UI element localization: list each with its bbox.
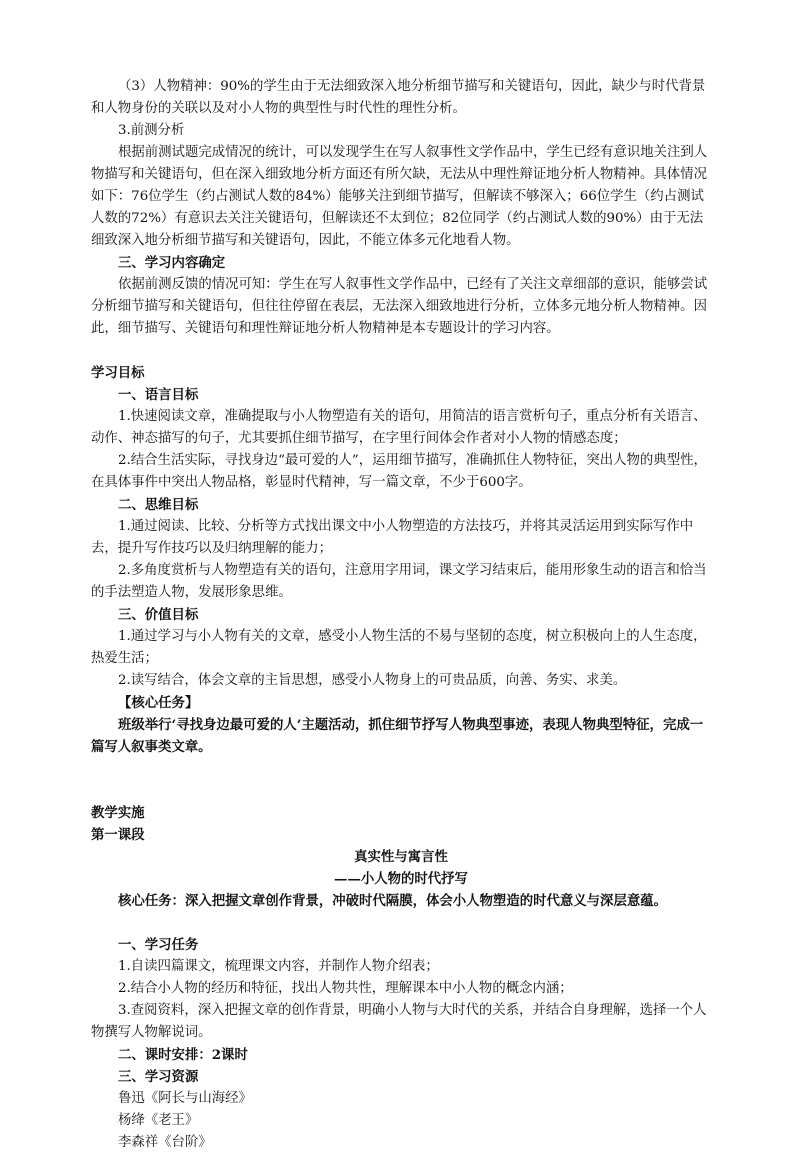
section-heading: 三、学习内容确定 xyxy=(118,255,226,271)
section-heading: 二、思维目标 xyxy=(118,497,199,513)
paragraph: 杨绛《老王》 xyxy=(118,1113,199,1128)
paragraph: 1.通过阅读、比较、分析等方式找出课文中小人物塑造的方法技巧，并将其灵活运用到实际写作中去，提升写作技巧以及归纳理解的能力； xyxy=(91,519,694,556)
paragraph: 1.通过学习与小人物有关的文章，感受小人物生活的不易与坚韧的态度，树立积极向上的人生态度，热爱生活； xyxy=(91,629,707,666)
section-heading: 核心任务：深入把握文章创作背景，冲破时代隔膜，体会小人物塑造的时代意义与深层意蕴。 xyxy=(118,893,668,909)
section-heading: 【核心任务】 xyxy=(118,695,199,711)
section-heading: 教学实施 xyxy=(91,805,145,821)
paragraph: 3.查阅资料，深入把握文章的创作背景，明确小人物与大时代的关系，并结合自身理解，选择一个人物撰写人物解说词。 xyxy=(91,1003,707,1040)
section-heading: 班级举行‘寻找身边最可爱的人’主题活动，抓住细节抒写人物典型事迹，表现人物典型特征，完成一篇写人叙事类文章。 xyxy=(91,717,704,755)
paragraph: （3）人物精神：90%的学生由于无法细致深入地分析细节描写和关键语句，因此，缺少与时代背景和人物身份的关联以及对小人物的典型性与时代性的理性分析。 xyxy=(91,79,706,116)
section-heading: 三、价值目标 xyxy=(118,607,199,623)
blank-line xyxy=(91,340,711,362)
section-heading: 三、学习资源 xyxy=(118,1069,199,1085)
paragraph: 2.多角度赏析与人物塑造有关的语句，注意用字用词，课文学习结束后，能用形象生动的语言和恰当的手法塑造人物，发展形象思维。 xyxy=(91,563,707,600)
blank-line xyxy=(91,912,711,934)
paragraph: 依据前测反馈的情况可知：学生在写人叙事性文学作品中，已经有了关注文章细部的意识，能够尝试分析细节描写和关键语句，但往往停留在表层，无法深入细致地进行分析，立体多元地分析人物精神。因此，细节描写、关键语句和理性辩证地分析人物精神是本专题设计的学习内容。 xyxy=(91,277,708,336)
section-heading: ——小人物的时代抒写 xyxy=(334,871,468,887)
paragraph: 2.结合生活实际，寻找身边“最可爱的人”，运用细节描写，准确抓住人物特征，突出人物的典型性，在具体事件中突出人物品格，彰显时代精神，写一篇文章，不少于600字。 xyxy=(91,453,707,490)
section-heading: 二、课时安排：2课时 xyxy=(118,1047,248,1063)
section-heading: 真实性与寓言性 xyxy=(354,849,448,865)
paragraph: 3.前测分析 xyxy=(118,123,185,138)
paragraph: 2.读写结合，体会文章的主旨思想，感受小人物身上的可贵品质，向善、务实、求美。 xyxy=(118,673,627,688)
blank-line xyxy=(91,758,711,802)
document-body xyxy=(91,76,711,1154)
paragraph: 1.自读四篇课文，梳理课文内容，并制作人物介绍表； xyxy=(118,959,439,974)
paragraph: 2.结合小人物的经历和特征，找出人物共性，理解课本中小人物的概念内涵； xyxy=(118,981,573,996)
paragraph: 1.快速阅读文章，准确提取与小人物塑造有关的语句，用简洁的语言赏析句子，重点分析有关语言、动作、神态描写的句子，尤其要抓住细节描写，在字里行间体会作者对小人物的情感态度； xyxy=(91,409,707,446)
paragraph: 根据前测试题完成情况的统计，可以发现学生在写人叙事性文学作品中，学生已经有意识地关注到人物描写和关键语句，但在深入细致地分析方面还有所欠缺，无法从中理性辩证地分析人物精神。具体情况如下：76位学生（约占测试人数的84%）能够关注到细节描写，但解读不够深入；66位学生（约占测试人数的72%）有意识去关注关键语句，但解读还不太到位；82位同学（约占测试人数的90%）由于无法细致深入地分析细节描写和关键语句，因此，不能立体多元化地看人物。 xyxy=(91,145,708,248)
paragraph: 李森祥《台阶》 xyxy=(118,1135,212,1150)
section-heading: 一、学习任务 xyxy=(118,937,199,953)
section-heading: 学习目标 xyxy=(91,365,145,381)
section-heading: 第一课段 xyxy=(91,827,145,843)
section-heading: 一、语言目标 xyxy=(118,387,199,403)
paragraph: 鲁迅《阿长与山海经》 xyxy=(118,1091,252,1106)
